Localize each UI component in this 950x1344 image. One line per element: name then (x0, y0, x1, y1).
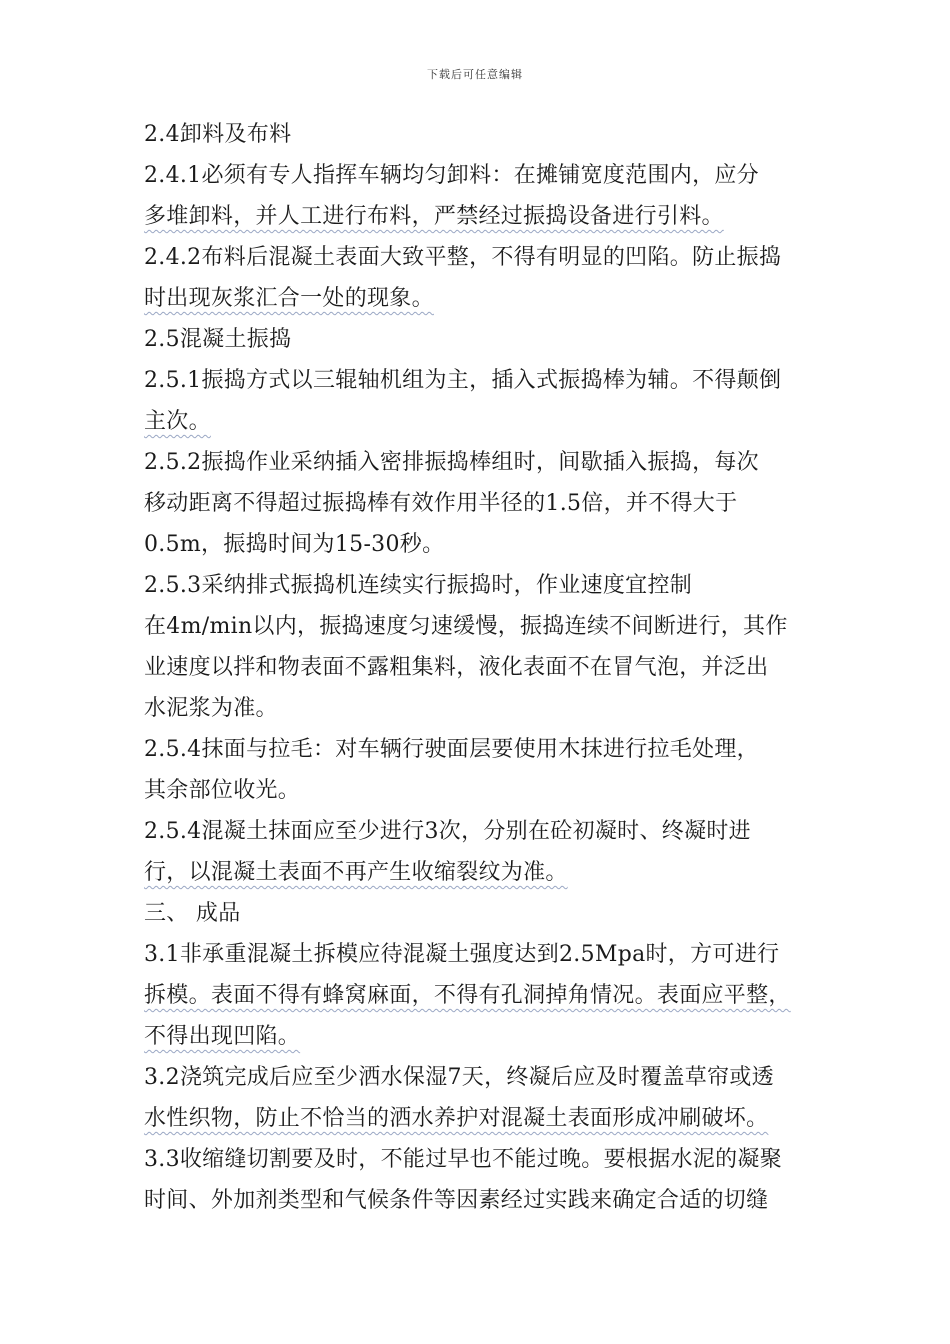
paragraph-line (144, 278, 809, 319)
paragraph-line: 2.5.4抹面与拉毛：对车辆行驶面层要使用木抹进行拉毛处理， (144, 737, 759, 762)
paragraph-line: 水泥浆为准。 (144, 696, 278, 721)
paragraph-line: 移动距离不得超过振捣棒有效作用半径的1.5倍，并不得大于 (144, 491, 738, 516)
paragraph-line-text: 主次。 (144, 409, 211, 434)
paragraph-line: 其余部位收光。 (144, 778, 301, 803)
paragraph-line: 2.5.4混凝土抹面应至少进行3次，分别在砼初凝时、终凝时进 (144, 819, 751, 844)
paragraph-line: 业速度以拌和物表面不露粗集料，液化表面不在冒气泡，并泛出 (144, 655, 769, 680)
paragraph-line: 2.4.1必须有专人指挥车辆均匀卸料：在摊铺宽度范围内，应分 (144, 163, 759, 188)
paragraph-line (144, 196, 809, 237)
paragraph-line: 3.2浇筑完成后应至少洒水保湿7天，终凝后应及时覆盖草帘或透 (144, 1065, 774, 1090)
paragraph-line-text: 行，以混凝土表面不再产生收缩裂纹为准。 (144, 860, 568, 885)
paragraph-line-text: 多堆卸料，并人工进行布料，严禁经过振捣设备进行引料。 (144, 204, 724, 229)
paragraph-line: 在4m/min以内，振捣速度匀速缓慢，振捣连续不间断进行，其作 (144, 614, 788, 639)
paragraph-line: 3.3收缩缝切割要及时，不能过早也不能过晚。要根据水泥的凝聚 (144, 1147, 782, 1172)
paragraph-line: 2.5.1振捣方式以三辊轴机组为主，插入式振捣棒为辅。不得颠倒 (144, 368, 782, 393)
section-heading: 2.4卸料及布料 (144, 122, 292, 147)
paragraph-line (144, 401, 809, 442)
paragraph-line: 2.5.3采纳排式振捣机连续实行振捣时，作业速度宜控制 (144, 573, 693, 598)
section-heading: 2.5混凝土振捣 (144, 327, 292, 352)
paragraph-line (144, 1016, 809, 1057)
page-header: 下载后可任意编辑 (427, 68, 523, 81)
paragraph-line-text: 拆模。表面不得有蜂窝麻面，不得有孔洞掉角情况。表面应平整， (144, 983, 791, 1008)
paragraph-line: 时间、外加剂类型和气候条件等因素经过实践来确定合适的切缝 (144, 1188, 769, 1213)
paragraph-line-text: 不得出现凹陷。 (144, 1024, 301, 1049)
paragraph-line-text: 水性织物，防止不恰当的洒水养护对混凝土表面形成冲刷破坏。 (144, 1106, 769, 1131)
paragraph-line (144, 852, 809, 893)
section-heading: 三、 成品 (144, 901, 241, 926)
paragraph-line-text: 时出现灰浆汇合一处的现象。 (144, 286, 434, 311)
paragraph-line: 2.4.2布料后混凝土表面大致平整，不得有明显的凹陷。防止振捣 (144, 245, 782, 270)
paragraph-line (144, 975, 809, 1016)
paragraph-line: 2.5.2振捣作业采纳插入密排振捣棒组时，间歇插入振捣，每次 (144, 450, 759, 475)
paragraph-line: 3.1非承重混凝土拆模应待混凝土强度达到2.5Mpa时，方可进行 (144, 942, 780, 967)
document-body (144, 114, 809, 1221)
paragraph-line: 0.5m，振捣时间为15-30秒。 (144, 532, 445, 557)
paragraph-line (144, 1098, 809, 1139)
